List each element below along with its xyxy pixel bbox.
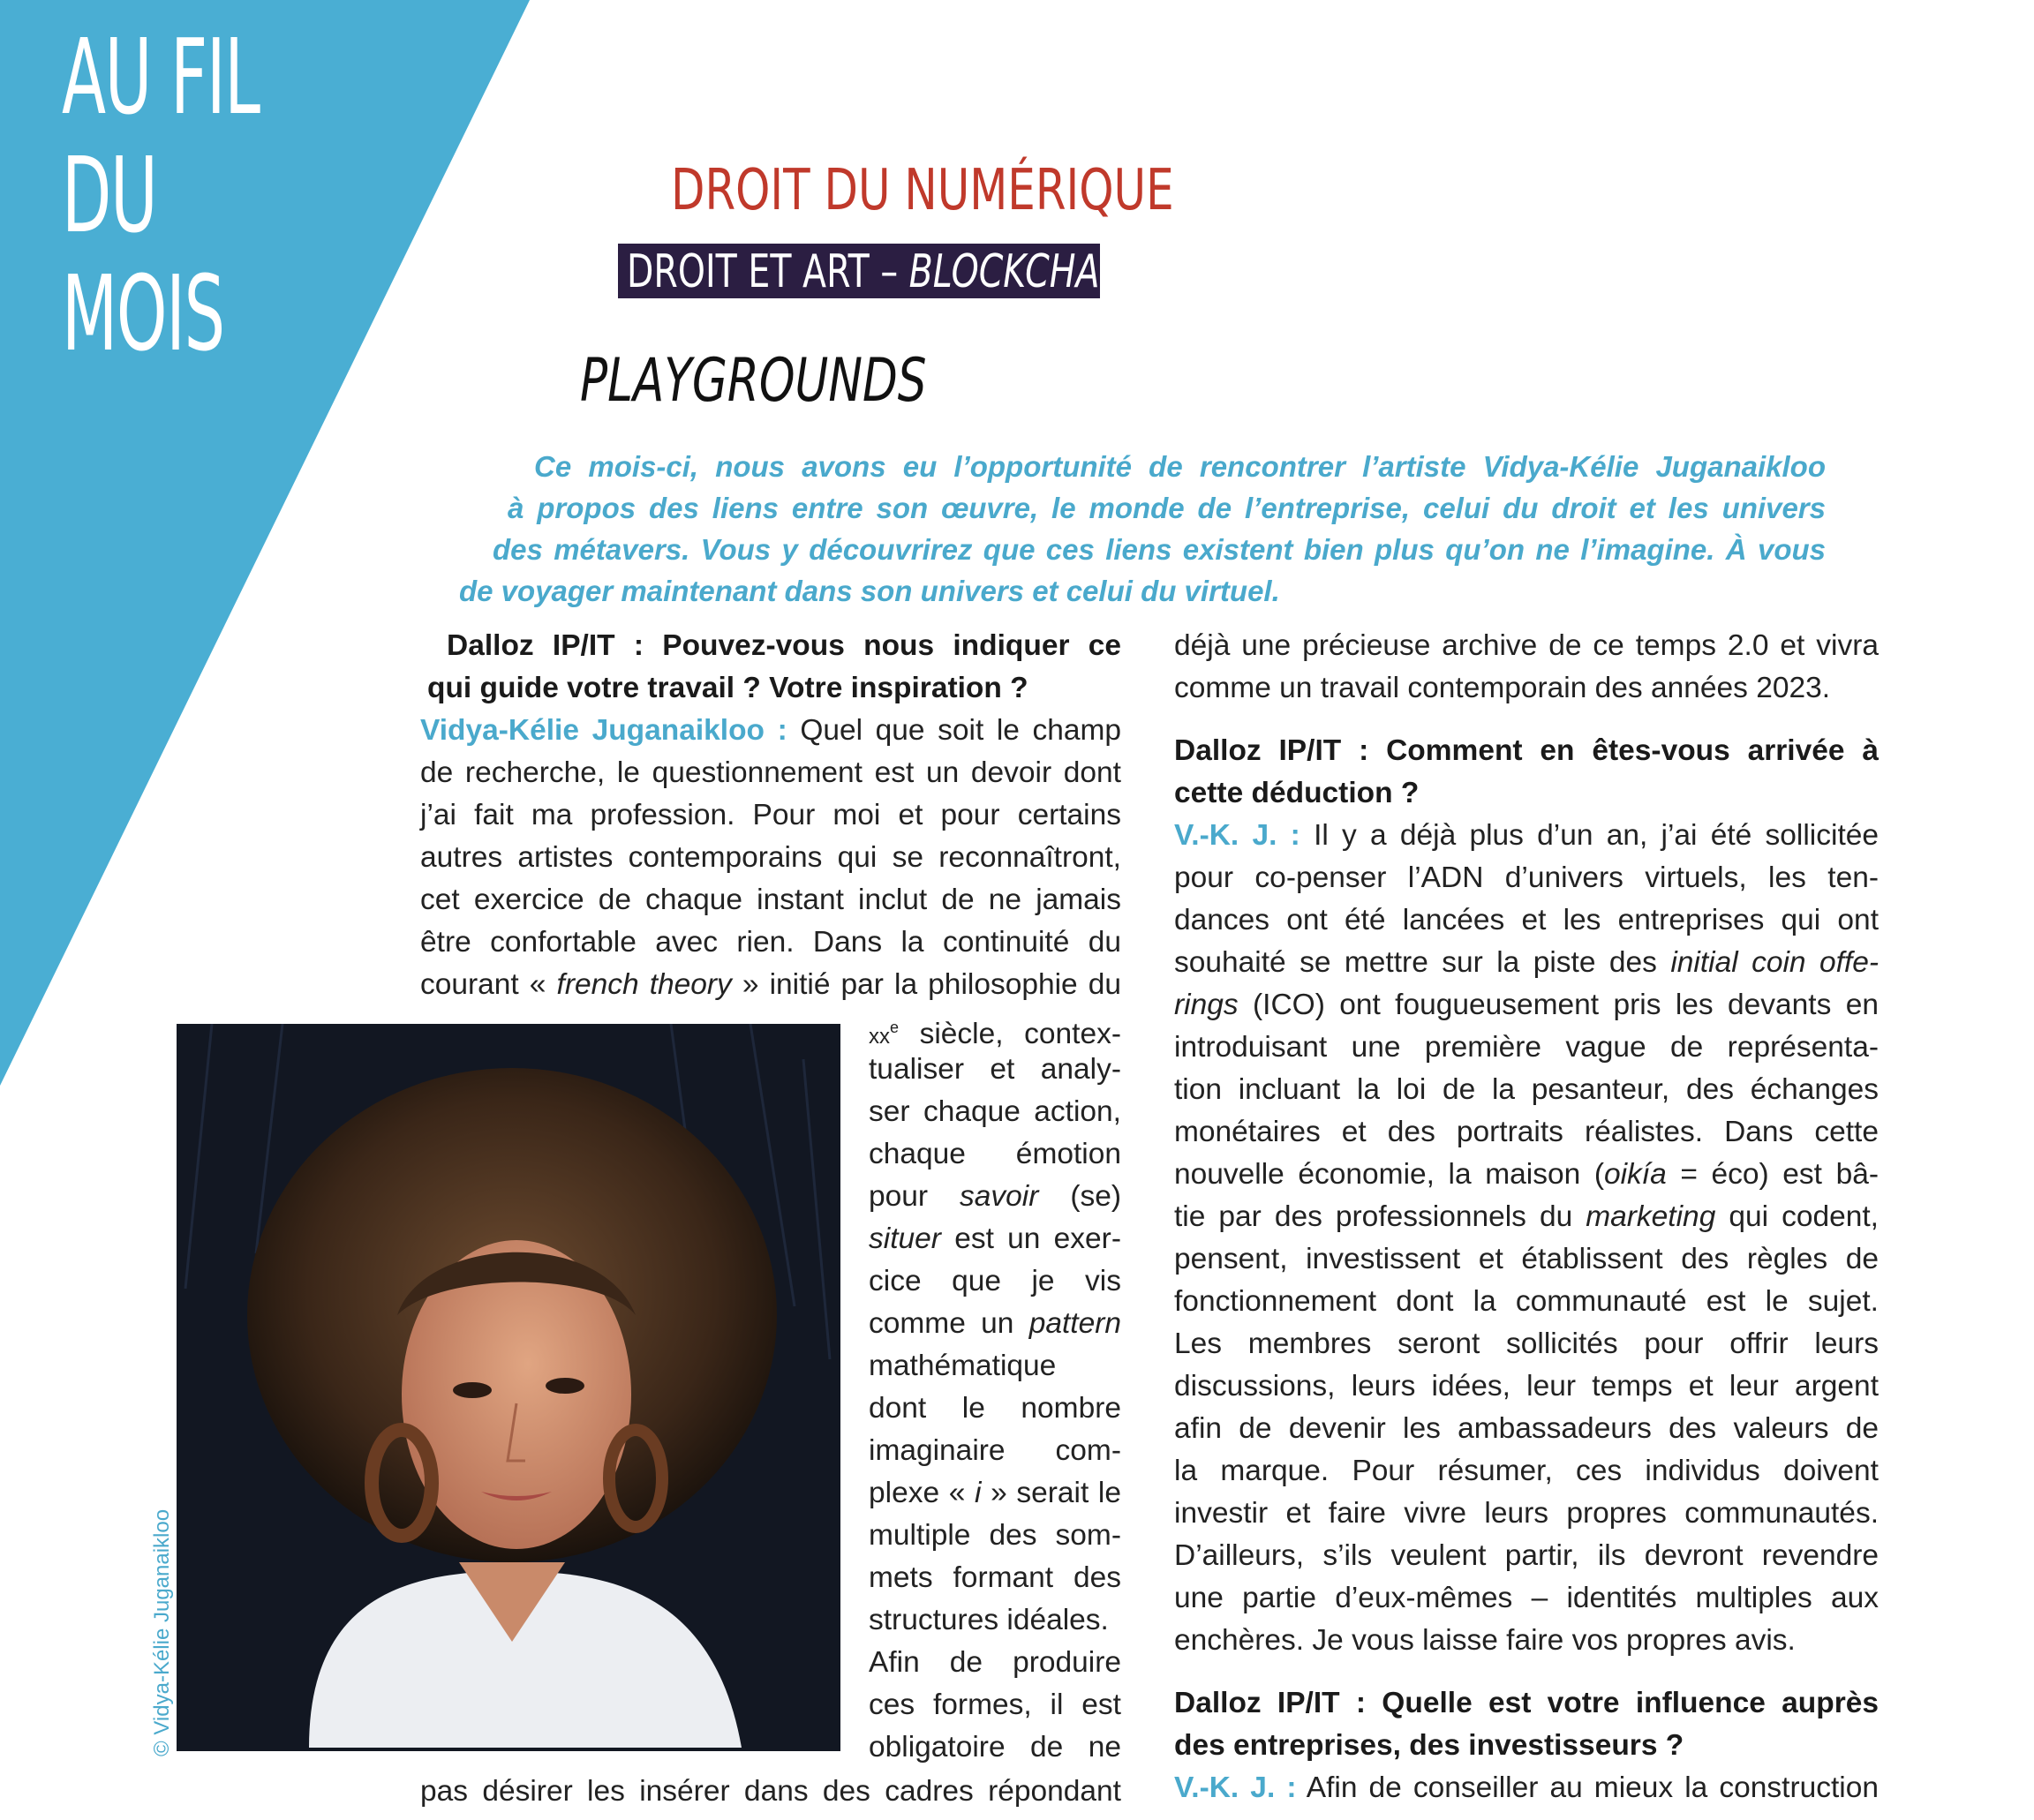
question-1-line: Dalloz IP/IT : Pouvez-vous nous indiquer ce: [447, 629, 1121, 662]
answer-line: courant « french theory » initié par la philosophie du: [420, 968, 1122, 1001]
answer-line: déjà une précieuse archive de ce temps 2.0 et vivra: [1174, 629, 1879, 662]
intro-line: à propos des liens entre son œuvre, le monde de l’entreprise, celui du droit et les univers: [508, 492, 1826, 524]
answer-line: cice que je vis: [869, 1265, 1121, 1297]
answer-line: fonctionnement dont la communauté est le sujet.: [1174, 1285, 1879, 1318]
answer-line: tie par des professionnels du marketing qui codent,: [1174, 1200, 1879, 1233]
answer-line: afin de devenir les ambassadeurs des valeurs de: [1174, 1412, 1879, 1445]
answer-line: pensent, investissent et établissent des règles de: [1174, 1243, 1879, 1275]
answer-line: enchères. Je vous laisse faire vos propres avis.: [1174, 1624, 1796, 1657]
photo-credit: © Vidya-Kélie Juganaikloo: [150, 1508, 174, 1756]
answer-line: introduisant une première vague de représenta-: [1174, 1031, 1879, 1064]
answer-line: plexe « i » serait le: [869, 1477, 1121, 1509]
answer-line: j’ai fait ma profession. Pour moi et pour certains: [420, 799, 1121, 831]
answer-line: comme un travail contemporain des années 2023.: [1174, 672, 1831, 704]
answer-line: Afin de conseiller au mieux la construction: [1306, 1771, 1879, 1804]
answer-line: Quel que soit le champ: [800, 714, 1122, 747]
question-3-line: Dalloz IP/IT : Quelle est votre influence auprès: [1174, 1687, 1879, 1719]
intro-line: des métavers. Vous y découvrirez que ces liens existent bien plus qu’on ne l’imagine. À vous: [493, 533, 1826, 566]
question-2-line: cette déduction ?: [1174, 777, 1420, 809]
speaker-initials: V.-K. J. :: [1174, 1771, 1297, 1804]
answer-line: autres artistes contemporains qui se reconnaîtront,: [420, 841, 1121, 874]
question-2-line: Dalloz IP/IT : Comment en êtes-vous arrivée à: [1174, 734, 1879, 767]
answer-line: tion incluant la loi de la pesanteur, des échanges: [1174, 1073, 1879, 1106]
answer-line: $xx^e$ siècle, contex-: [869, 1018, 1121, 1051]
answer-line: imaginaire com-: [869, 1434, 1121, 1467]
answer-line: comme un pattern: [869, 1307, 1121, 1340]
answer-line: être confortable avec rien. Dans la continuité du: [420, 926, 1121, 959]
answer-line: situer est un exer-: [869, 1222, 1121, 1255]
answer-line: monétaires et des portraits réalistes. Dans cette: [1174, 1116, 1879, 1148]
answer-line: souhaité se mettre sur la piste des initial coin offe-: [1174, 946, 1879, 979]
answer-line: ces formes, il est: [869, 1688, 1121, 1721]
right-column: [1174, 625, 1879, 1809]
speaker-initials: V.-K. J. :: [1174, 819, 1300, 852]
answer-line: mets formant des: [869, 1561, 1121, 1594]
answer-line: chaque émotion: [869, 1138, 1121, 1170]
answer-line: pour savoir (se): [869, 1180, 1122, 1213]
answer-line: pas désirer les insérer dans des cadres répondant: [420, 1775, 1121, 1808]
answer-line: ser chaque action,: [869, 1095, 1121, 1128]
answer-line: investir et faire vivre leurs propres communautés.: [1174, 1497, 1879, 1530]
left-column: [420, 625, 1121, 1006]
answer-line: Les membres seront sollicités pour offrir leurs: [1174, 1327, 1879, 1360]
answer-line: obligatoire de ne: [869, 1731, 1121, 1764]
answer-line: discussions, leurs idées, leur temps et leur argent: [1174, 1370, 1879, 1403]
answer-line: nouvelle économie, la maison (oikía = éco) est bâ-: [1174, 1158, 1879, 1191]
answer-line: Il y a déjà plus d’un an, j’ai été sollicitée: [1314, 819, 1880, 852]
answer-line: D’ailleurs, s’ils veulent partir, ils devront revendre: [1174, 1539, 1879, 1572]
section-heading: DROIT DU NUMÉRIQUE: [671, 158, 1174, 223]
left-narrow-column: [869, 1006, 1121, 1769]
corner-banner-title: [62, 18, 270, 372]
article-title: PLAYGROUNDS: [580, 346, 927, 416]
answer-line: dances ont été lancées et les entreprises qui ont: [1174, 904, 1879, 936]
answer-line: dont le nombre: [869, 1392, 1121, 1425]
answer-line: rings (ICO) ont fougueusement pris les devants en: [1174, 989, 1879, 1021]
answer-line: la marque. Pour résumer, ces individus doivent: [1174, 1455, 1879, 1487]
intro-line: de voyager maintenant dans son univers et celui du virtuel.: [459, 575, 1280, 607]
answer-line: une partie d’eux-mêmes – identités multiples aux: [1174, 1582, 1879, 1614]
question-1-line: qui guide votre travail ? Votre inspiration ?: [427, 672, 1028, 704]
corner-title-line2: DU MOIS: [62, 134, 224, 374]
corner-title-line1: AU FIL: [62, 16, 260, 138]
artist-portrait: [177, 1024, 840, 1751]
answer-line: pour co-penser l’ADN d’univers virtuels, les ten-: [1174, 861, 1879, 894]
answer-line: multiple des som-: [869, 1519, 1121, 1552]
subsection-tag: [618, 244, 1136, 298]
answer-line: cet exercice de chaque instant inclut de ne jamais: [420, 884, 1121, 916]
answer-line: structures idéales.: [869, 1604, 1109, 1636]
answer-line: Afin de produire: [869, 1646, 1121, 1679]
answer-line: de recherche, le questionnement est un devoir dont: [420, 756, 1121, 789]
subsection-main: DROIT ET ART –: [627, 245, 909, 298]
answer-line: tualiser et analy-: [869, 1053, 1121, 1086]
left-column-tail: [420, 1771, 1121, 1813]
question-3-line: des entreprises, des investisseurs ?: [1174, 1729, 1684, 1762]
subsection-italic: BLOCKCHAIN: [908, 245, 1136, 298]
answer-line: mathématique: [869, 1350, 1057, 1382]
intro-paragraph: [459, 446, 1826, 612]
speaker-name: Vidya-Kélie Juganaikloo :: [420, 714, 787, 747]
intro-line: Ce mois-ci, nous avons eu l’opportunité de rencontrer l’artiste Vidya-Kélie Juganaikloo: [534, 450, 1826, 483]
